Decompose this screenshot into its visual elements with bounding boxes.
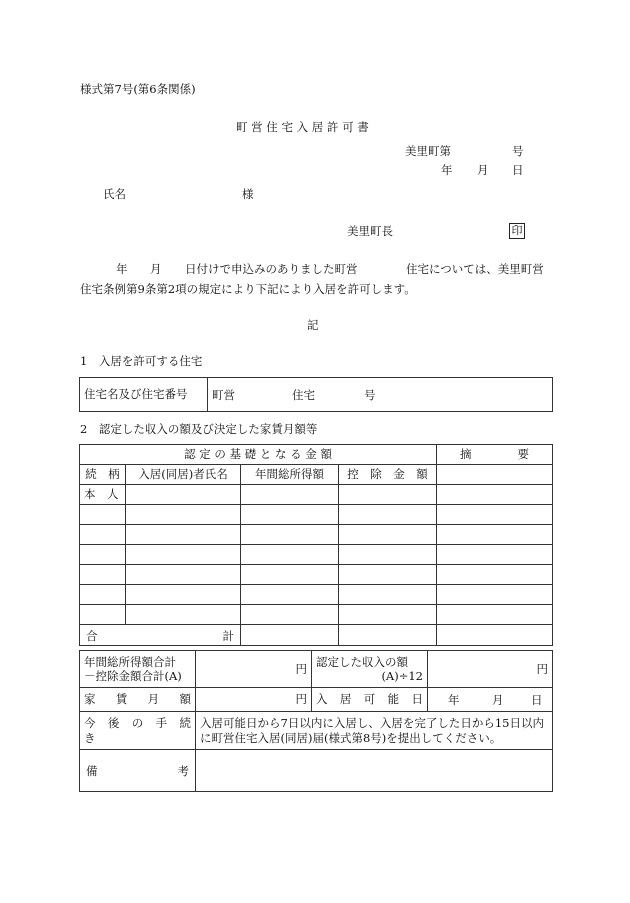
housing-town: 町営 xyxy=(212,388,235,402)
empty-cell xyxy=(80,525,126,545)
body-month: 月 xyxy=(150,262,162,276)
date-year: 年 xyxy=(441,163,453,177)
move-in-label: 入 居 可 能 日 xyxy=(312,688,428,712)
rent-value-cell xyxy=(196,688,312,712)
empty-cell xyxy=(80,505,126,525)
empty-cell xyxy=(339,485,437,505)
col-deduction: 控 除 金 額 xyxy=(339,465,437,485)
doc-number-prefix: 美里町第 xyxy=(405,144,451,158)
move-in-year: 年 xyxy=(448,693,460,707)
body-year: 年 xyxy=(116,262,128,276)
a-label-line1: 年間総所得額合計 xyxy=(84,654,176,669)
empty-cell xyxy=(241,485,339,505)
empty-cell xyxy=(339,585,437,605)
table-row xyxy=(80,565,553,585)
move-in-day: 日 xyxy=(531,693,543,707)
procedure-line2: に町営住宅入居(同居)届(様式第8号)を提出してください。 xyxy=(200,730,502,745)
note-cell xyxy=(437,465,553,485)
remarks-label-a: 備 xyxy=(86,764,98,778)
header-note: 摘 要 xyxy=(460,447,530,462)
table-row xyxy=(80,605,553,625)
a-label-cell xyxy=(80,651,196,688)
page-title: 町 営 住 宅 入 居 許 可 書 xyxy=(236,120,369,134)
income-table xyxy=(79,444,553,646)
empty-cell xyxy=(241,505,339,525)
total-label: 合 xyxy=(86,629,98,643)
empty-cell xyxy=(241,585,339,605)
empty-cell xyxy=(241,565,339,585)
empty-cell xyxy=(80,605,126,625)
empty-cell xyxy=(126,485,241,505)
empty-cell xyxy=(126,525,241,545)
addressee-honorific: 様 xyxy=(242,187,254,201)
table-row xyxy=(80,485,553,505)
empty-cell xyxy=(126,545,241,565)
empty-cell xyxy=(241,625,339,646)
procedure-text-cell xyxy=(196,712,553,750)
empty-cell xyxy=(437,585,553,605)
table-row xyxy=(80,525,553,545)
ki-mark: 記 xyxy=(307,318,319,332)
empty-cell xyxy=(437,485,553,505)
header-main: 認 定 の 基 礎 と な る 金 額 xyxy=(184,447,332,462)
empty-cell xyxy=(241,545,339,565)
empty-cell xyxy=(80,585,126,605)
first-row-label: 本 人 xyxy=(80,485,126,505)
total-label-end: 計 xyxy=(222,629,234,643)
move-in-date-cell xyxy=(428,688,553,712)
empty-cell xyxy=(437,505,553,525)
recognized-value-cell xyxy=(428,651,553,688)
yen-unit: 円 xyxy=(295,661,307,676)
recognized-label-line1: 認定した収入の額 xyxy=(316,654,408,669)
empty-cell xyxy=(437,545,553,565)
housing-value-cell xyxy=(208,378,553,412)
housing-label-cell xyxy=(80,378,208,412)
empty-cell xyxy=(339,525,437,545)
remarks-label-b: 考 xyxy=(177,764,189,778)
empty-cell xyxy=(126,605,241,625)
rent-label: 家 賃 月 額 xyxy=(80,688,196,712)
table-row xyxy=(80,505,553,525)
yen-unit: 円 xyxy=(295,692,307,707)
yen-unit: 円 xyxy=(536,661,548,676)
empty-cell xyxy=(437,565,553,585)
empty-cell xyxy=(126,585,241,605)
a-label-line2: －控除金額合計(A) xyxy=(84,669,182,683)
empty-cell xyxy=(339,545,437,565)
seal-mark: 印 xyxy=(509,223,525,239)
date-day: 日 xyxy=(512,163,524,177)
col-relationship: 続 柄 xyxy=(80,465,126,485)
table-row xyxy=(80,585,553,605)
empty-cell xyxy=(241,525,339,545)
empty-cell xyxy=(437,605,553,625)
body-day-text: 日付けで申込みのありました町営 xyxy=(185,262,358,276)
section1-heading: 1 入居を許可する住宅 xyxy=(80,354,203,368)
body-rest: 住宅については、美里町営 xyxy=(406,262,544,276)
empty-cell xyxy=(339,505,437,525)
remarks-value-cell xyxy=(196,750,553,792)
issuer-title: 美里町長 xyxy=(347,224,393,238)
empty-cell xyxy=(339,565,437,585)
total-label-cell xyxy=(80,625,241,646)
addressee-name-label: 氏名 xyxy=(103,187,126,201)
empty-cell xyxy=(339,625,437,646)
recognized-label-cell xyxy=(312,651,428,688)
a-value-cell xyxy=(196,651,312,688)
body-line2: 住宅条例第9条第2項の規定により下記により入居を許可します。 xyxy=(80,282,416,296)
total-row xyxy=(80,625,553,646)
empty-cell xyxy=(80,565,126,585)
procedure-line1: 入居可能日から7日以内に入居し、入居を完了した日から15日以内 xyxy=(200,716,544,731)
section2-heading: 2 認定した収入の額及び決定した家賃月額等 xyxy=(80,422,318,436)
header-note-cell xyxy=(437,445,553,465)
empty-cell xyxy=(241,605,339,625)
remarks-label-cell xyxy=(80,750,196,792)
housing-number: 号 xyxy=(364,388,376,402)
recognized-label-line2: (A)÷12 xyxy=(381,669,423,683)
housing-table xyxy=(79,377,553,412)
col-occupant-name: 入居(同居)者氏名 xyxy=(126,465,241,485)
procedure-label: 今 後 の 手 続 き xyxy=(80,712,196,750)
empty-cell xyxy=(437,525,553,545)
empty-cell xyxy=(80,545,126,565)
empty-cell xyxy=(437,625,553,646)
col-annual-income: 年間総所得額 xyxy=(241,465,339,485)
empty-cell xyxy=(339,605,437,625)
move-in-month: 月 xyxy=(492,693,504,707)
summary-table xyxy=(79,650,553,792)
empty-cell xyxy=(126,565,241,585)
date-month: 月 xyxy=(477,163,489,177)
form-number: 様式第7号(第6条関係) xyxy=(80,82,196,96)
header-main-cell xyxy=(80,445,437,465)
housing-label: 住宅名及び住宅番号 xyxy=(84,387,188,402)
table-row xyxy=(80,545,553,565)
housing-house: 住宅 xyxy=(292,388,315,402)
doc-number-suffix: 号 xyxy=(512,144,524,158)
empty-cell xyxy=(126,505,241,525)
